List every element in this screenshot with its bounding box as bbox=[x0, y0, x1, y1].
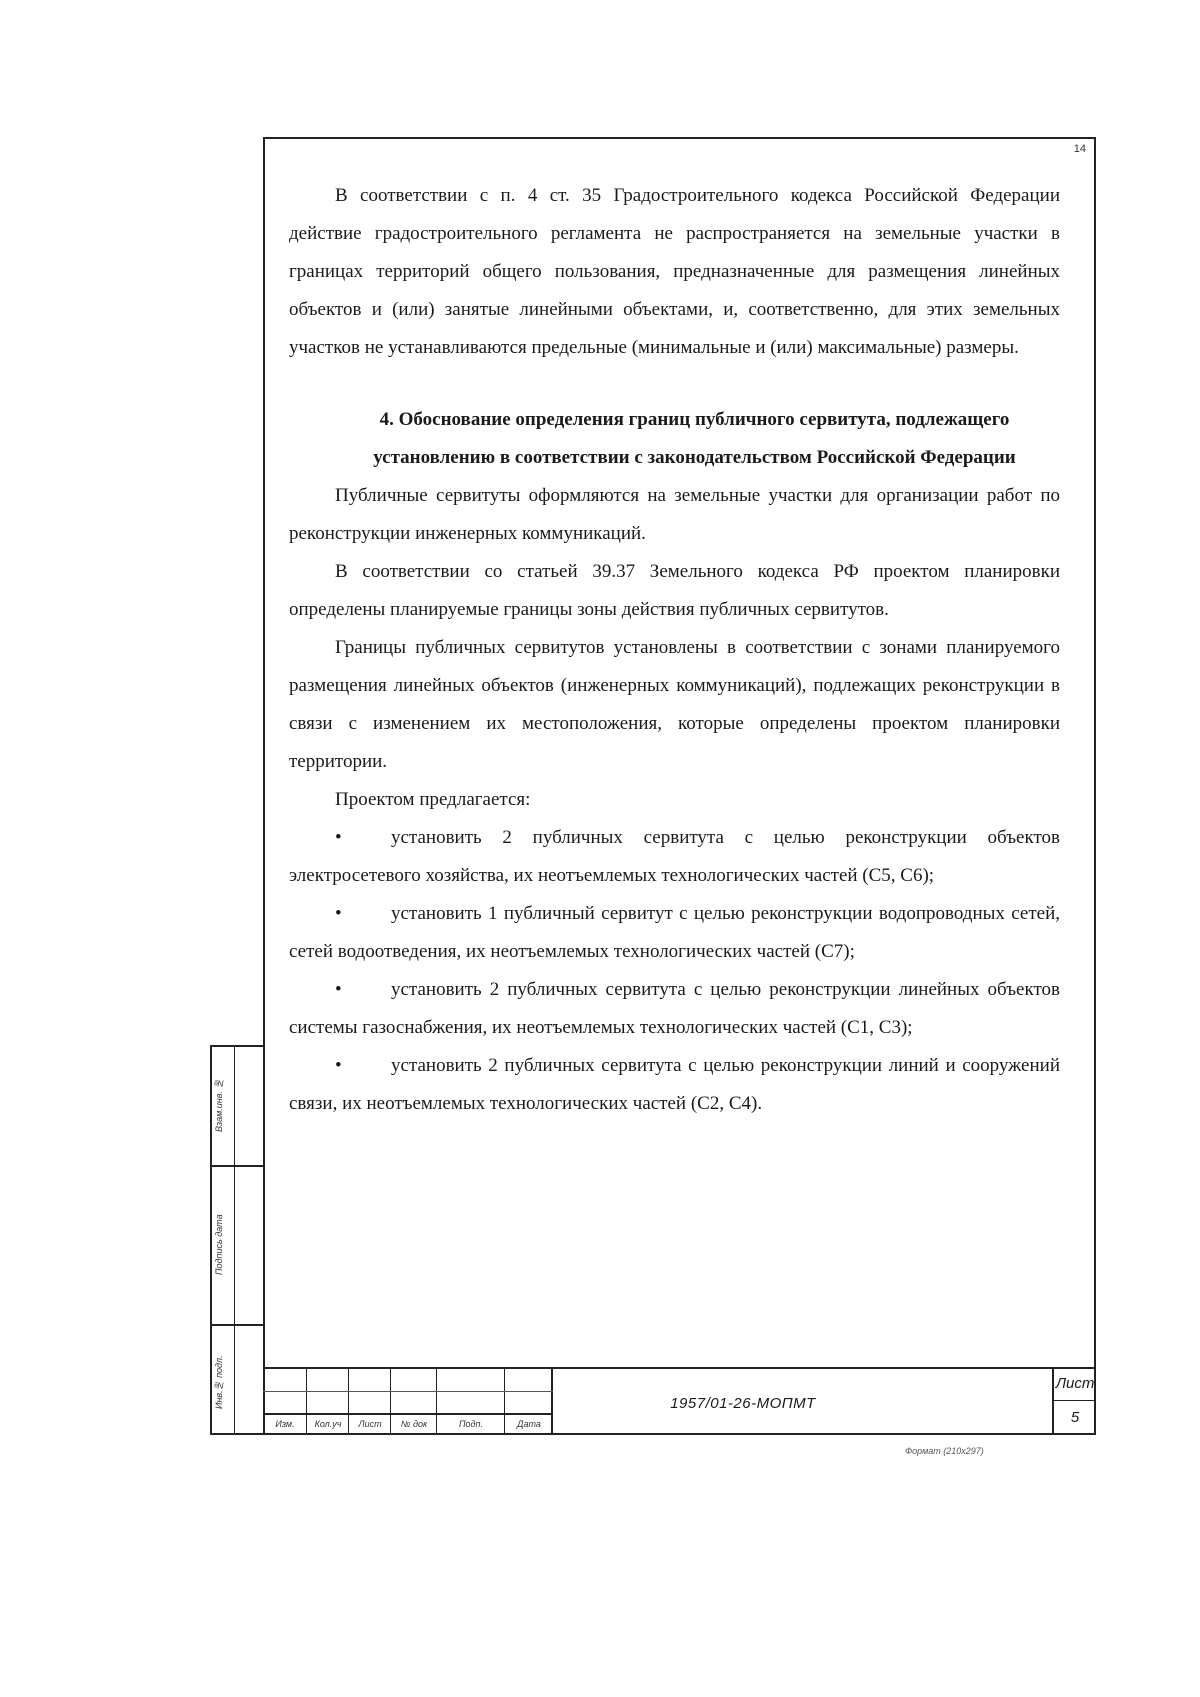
list-item bbox=[289, 1047, 1060, 1123]
side-label-podp-data: Подпись дата bbox=[214, 1214, 224, 1276]
side-label-inv-podl: Инв.№ подл. bbox=[214, 1355, 224, 1409]
sheet-number: 5 bbox=[1052, 1401, 1096, 1435]
col-header-list: Лист bbox=[358, 1419, 382, 1429]
paragraph-3: Границы публичных сервитутов установлены в соответствии с зонами планируемого размещения линейных объектов (инженерных коммуникаций), подлежащих реконструкции в связи с изменением их местоположения, которые определены проектом планировки территории. bbox=[289, 637, 1060, 772]
list-item bbox=[289, 819, 1060, 895]
list-item-text: установить 2 публичных сервитута с целью реконструкции линейных объектов системы газоснабжения, их неотъемлемых технологических частей (С1, С3); bbox=[289, 979, 1060, 1038]
bullet-marker: • bbox=[335, 827, 342, 848]
list-item bbox=[289, 895, 1060, 971]
bullet-marker: • bbox=[335, 1055, 342, 1076]
list-item-text: установить 2 публичных сервитута с целью реконструкции объектов электросетевого хозяйства, их неотъемлемых технологических частей (С5, С6); bbox=[289, 827, 1060, 886]
list-item-text: установить 2 публичных сервитута с целью реконструкции линий и сооружений связи, их неотъемлемых технологических частей (С2, С4). bbox=[289, 1055, 1060, 1114]
col-header-podp: Подп. bbox=[459, 1419, 483, 1429]
sheet-label: Лист bbox=[1052, 1369, 1096, 1401]
paragraph-2: В соответствии со статьей 39.37 Земельного кодекса РФ проектом планировки определены планируемые границы зоны действия публичных сервитутов. bbox=[289, 561, 1060, 620]
col-header-kol-uch: Кол.уч bbox=[314, 1419, 342, 1429]
paragraph-proposal: Проектом предлагается: bbox=[335, 789, 531, 810]
format-note: Формат (210х297) bbox=[905, 1446, 984, 1456]
page-frame bbox=[263, 137, 1096, 1435]
list-item-text: установить 1 публичный сервитут с целью реконструкции водопроводных сетей, сетей водоотведения, их неотъемлемых технологических частей (С7); bbox=[289, 903, 1060, 962]
side-stamp bbox=[210, 1045, 263, 1435]
bullet-marker: • bbox=[335, 979, 342, 1000]
list-item bbox=[289, 971, 1060, 1047]
paragraph-1: Публичные сервитуты оформляются на земельные участки для организации работ по реконструкции инженерных коммуникаций. bbox=[289, 485, 1060, 544]
col-header-doc-num: № док bbox=[400, 1419, 428, 1429]
title-block bbox=[263, 1367, 1096, 1435]
col-header-izm: Изм. bbox=[275, 1419, 295, 1429]
section-heading: 4. Обоснование определения границ публичного сервитута, подлежащего установлению в соответствии с законодательством Российской Федерации bbox=[373, 409, 1016, 468]
bullet-marker: • bbox=[335, 903, 342, 924]
paragraph-regulations: В соответствии с п. 4 ст. 35 Градостроительного кодекса Российской Федерации действие градостроительного регламента не распространяется на земельные участки в границах территорий общего пользования, предназначенные для размещения линейных объектов и (или) занятые линейными объектами, и, соответственно, для этих земельных участков не устанавливаются предельные (минимальные и (или) максимальные) размеры. bbox=[289, 185, 1060, 358]
col-header-data: Дата bbox=[517, 1419, 541, 1429]
document-body bbox=[289, 177, 1060, 1123]
side-label-vzam-inv: Взам.инв. № bbox=[214, 1078, 224, 1132]
page-number: 14 bbox=[1073, 143, 1086, 155]
document-code: 1957/01-26-МОПМТ bbox=[670, 1395, 816, 1412]
